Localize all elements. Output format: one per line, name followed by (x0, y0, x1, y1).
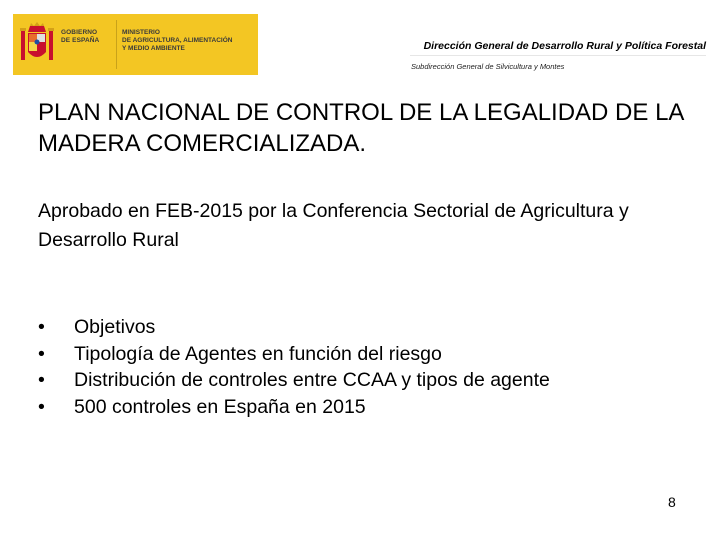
list-item (38, 394, 550, 421)
approval-statement (38, 197, 708, 255)
approval-line-2: Desarrollo Rural (38, 229, 179, 251)
government-logo (13, 14, 258, 75)
list-item-text: 500 controles en España en 2015 (74, 395, 366, 418)
slide-title (38, 97, 698, 159)
bullet-icon: • (38, 395, 45, 418)
list-item-text: Distribución de controles entre CCAA y tipos de agente (74, 369, 550, 391)
page-number: 8 (668, 494, 676, 510)
bullet-icon: • (38, 369, 45, 391)
subdepartment-name: Subdirección General de Silvicultura y Montes (411, 62, 565, 71)
logo-divider (116, 20, 117, 69)
coat-of-arms-icon (13, 14, 61, 75)
list-item-text: Objetivos (74, 316, 156, 338)
list-item (38, 341, 550, 368)
list-item (38, 367, 550, 394)
bullet-list (38, 314, 550, 420)
title-line-1: PLAN NACIONAL DE CONTROL DE LA LEGALIDAD DE LA (38, 99, 685, 126)
bullet-icon: • (38, 316, 45, 338)
list-item-text: Tipología de Agentes en función del riesgo (74, 342, 442, 365)
bullet-icon: • (38, 342, 45, 365)
header-divider (410, 55, 706, 56)
department-name: Dirección General de Desarrollo Rural y Política Forestal (423, 40, 706, 52)
title-line-2: MADERA COMERCIALIZADA. (38, 130, 367, 157)
logo-government-text: GOBIERNO DE ESPAÑA (61, 29, 100, 44)
logo-ministry-text: MINISTERIO DE AGRICULTURA, ALIMENTACIÓN Y MEDIO AMBIENTE (122, 29, 233, 52)
list-item (38, 314, 550, 341)
approval-line-1: Aprobado en FEB-2015 por la Conferencia Sectorial de Agricultura y (38, 200, 629, 222)
